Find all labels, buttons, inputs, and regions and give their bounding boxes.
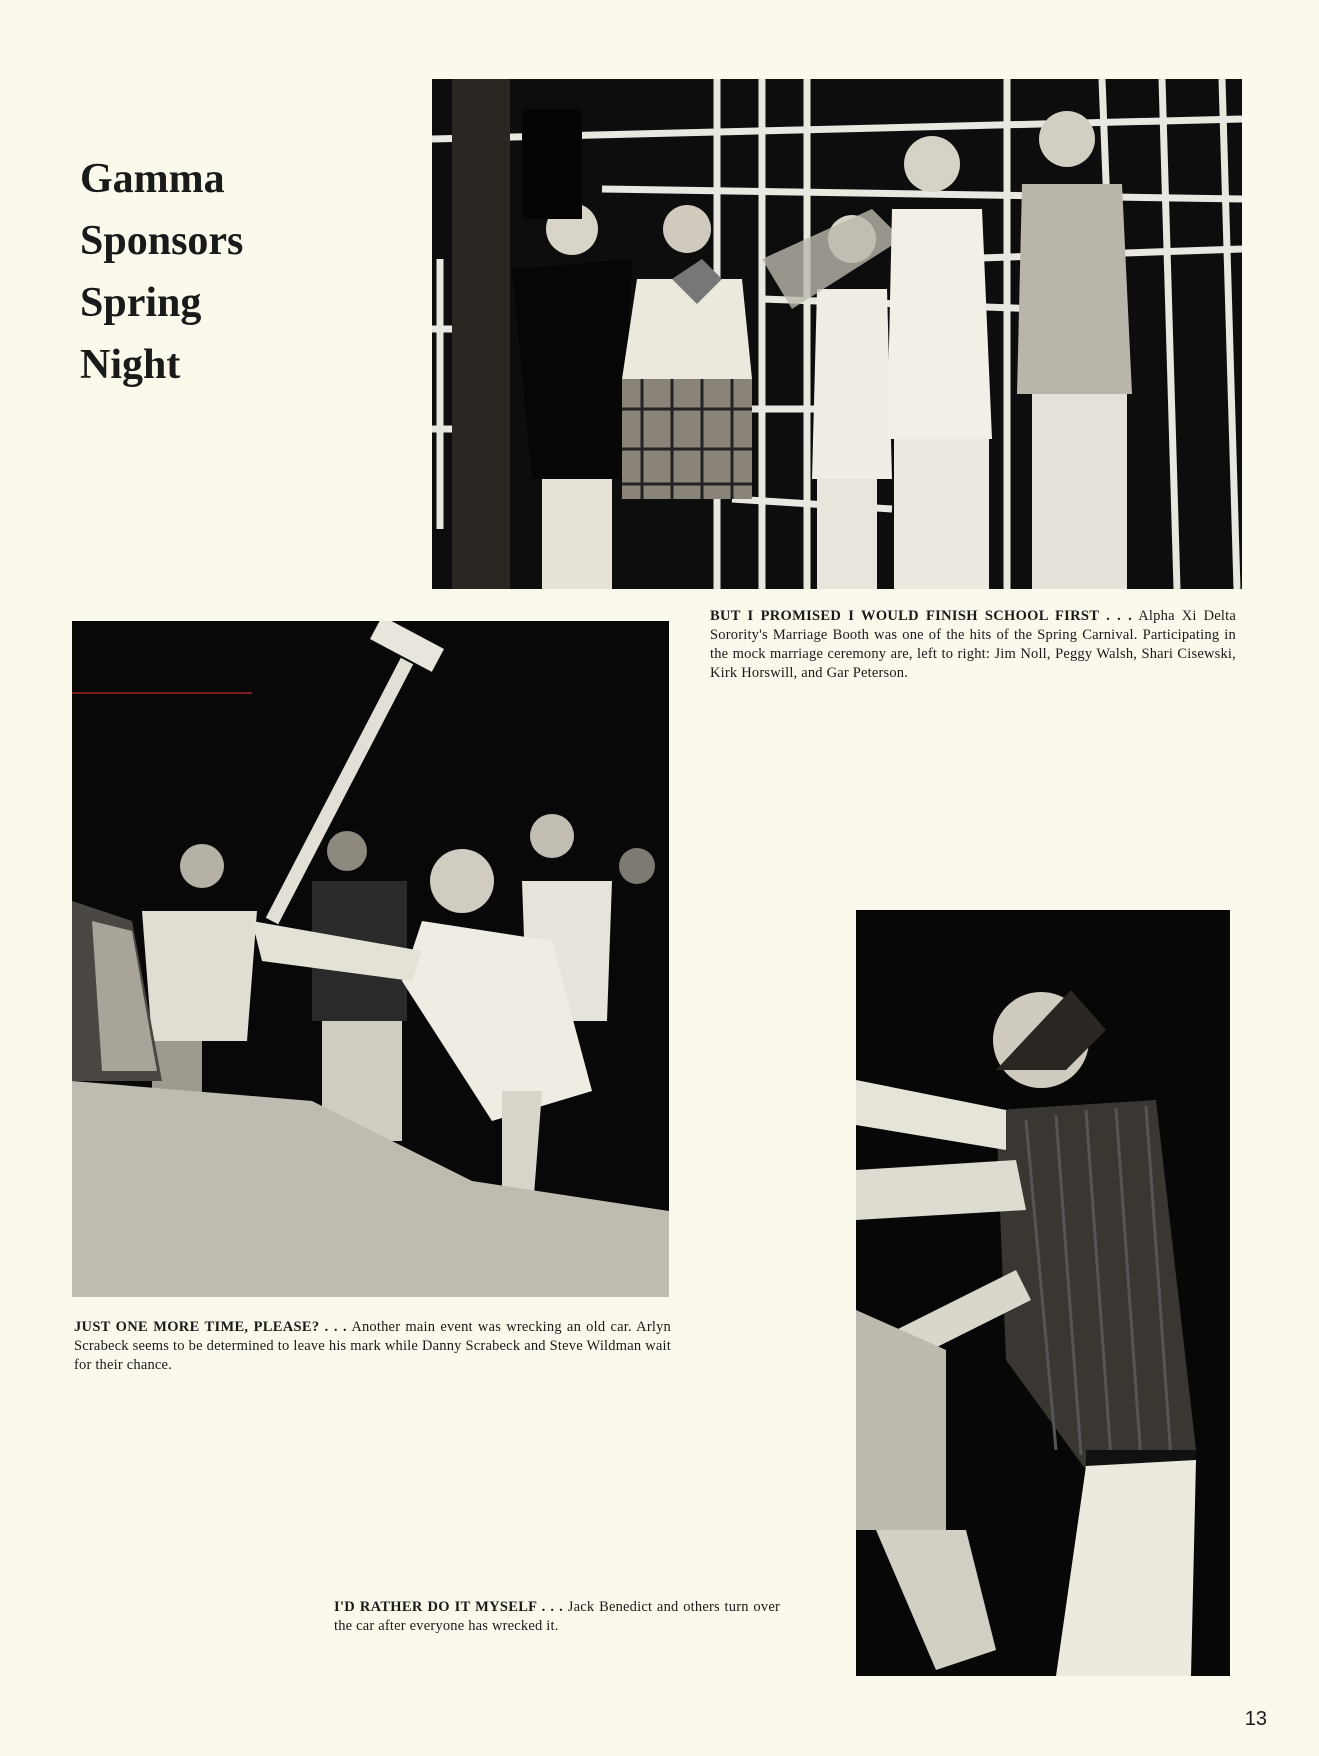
title-line: Spring xyxy=(80,280,202,326)
title-line: Night xyxy=(80,342,181,388)
title-line: Sponsors xyxy=(80,218,244,264)
caption-text: Another main event was wrecking an old car. Arlyn Scrabeck seems to be determined to leave his mark while Danny Scrabeck and Steve Wildman wait for their chance. xyxy=(74,1319,671,1373)
caption-lead: BUT I PROMISED I WOULD FINISH SCHOOL FIRST . . . xyxy=(710,608,1133,624)
caption-car-flip xyxy=(334,1598,780,1636)
caption-marriage-booth xyxy=(710,607,1236,683)
caption-text: Alpha Xi Delta Sorority's Marriage Booth was one of the hits of the Spring Carnival. Participating in the mock marriage ceremony are, left to right: Jim Noll, Peggy Walsh, Shari Cisewski, Kirk Horswill, and Gar Peterson. xyxy=(710,608,1237,681)
marriage-booth-photo xyxy=(432,79,1242,589)
title-line: Gamma xyxy=(80,156,225,202)
page-title xyxy=(80,148,340,396)
caption-lead: I'D RATHER DO IT MYSELF . . . xyxy=(334,1599,564,1615)
car-flip-photo xyxy=(856,910,1230,1676)
caption-car-wrecking xyxy=(74,1318,671,1375)
caption-text: Jack Benedict and others turn over the car after everyone has wrecked it. xyxy=(334,1599,781,1634)
car-wrecking-photo xyxy=(72,621,669,1297)
caption-lead: JUST ONE MORE TIME, PLEASE? . . . xyxy=(74,1319,347,1335)
page-number: 13 xyxy=(1244,1708,1267,1730)
